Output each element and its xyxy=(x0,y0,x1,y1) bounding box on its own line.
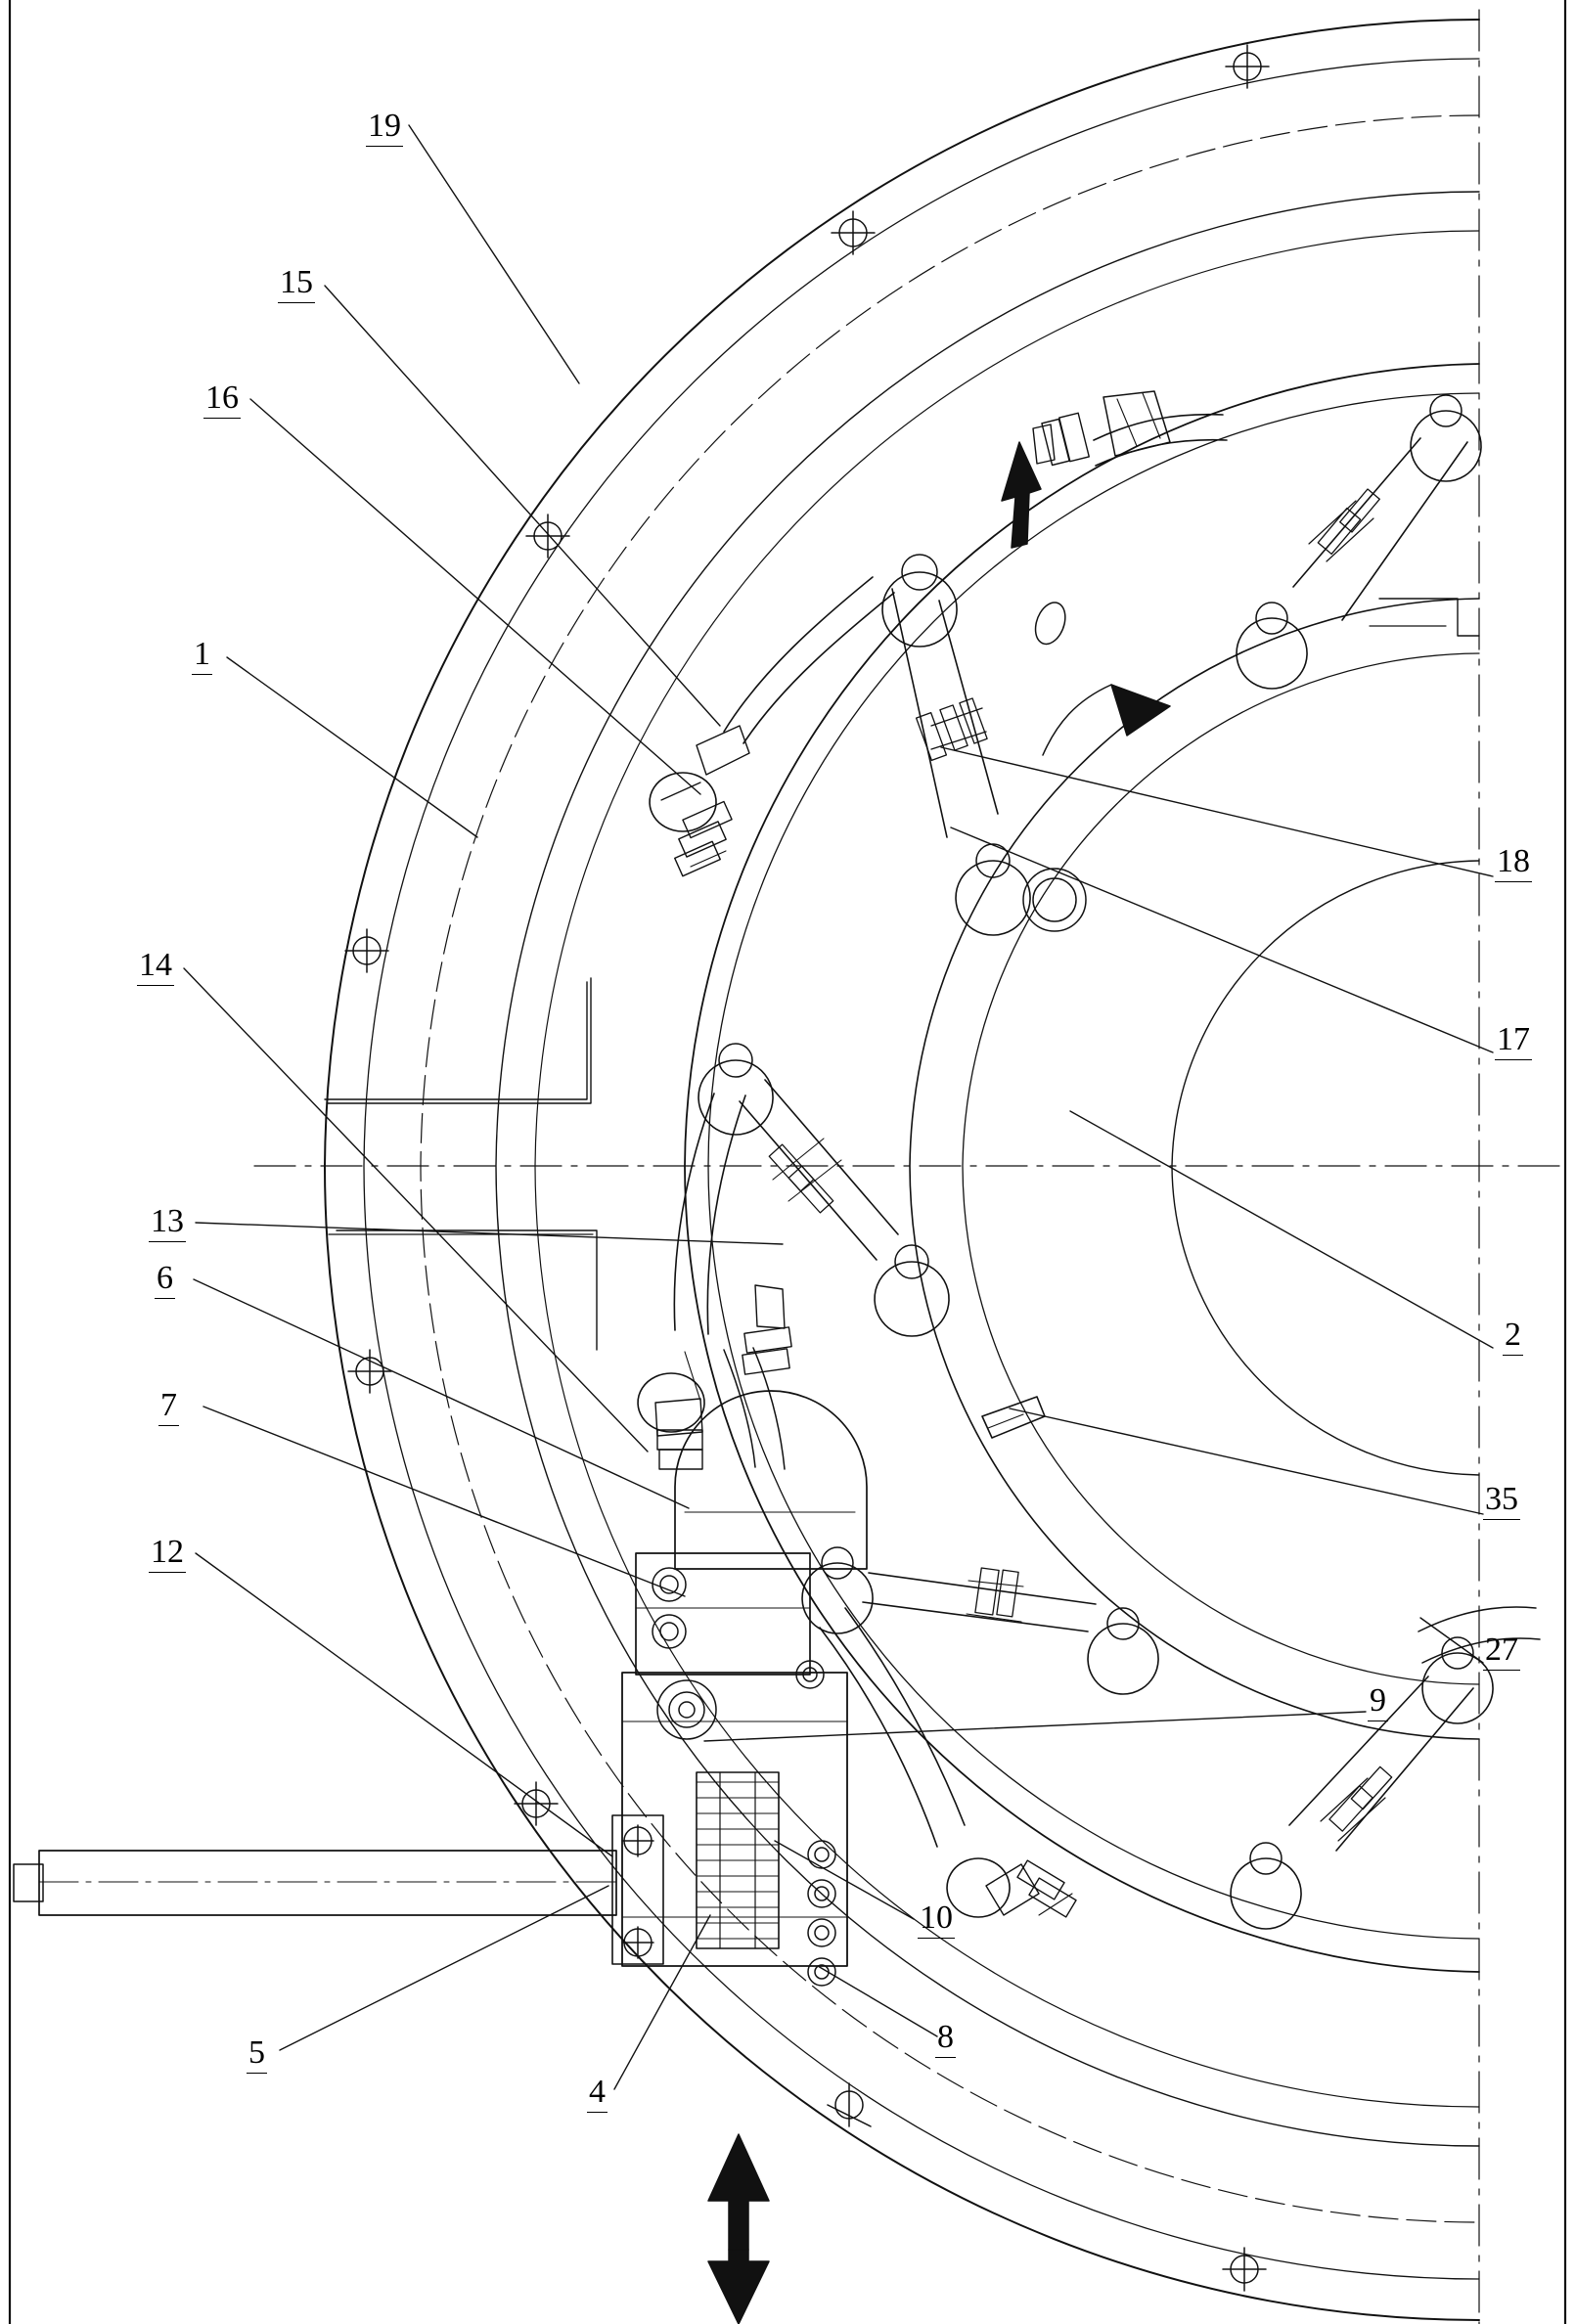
callout-label-12: 12 xyxy=(149,1536,186,1573)
boss-6 xyxy=(675,1391,867,1569)
callout-label-1: 1 xyxy=(192,638,212,675)
arrow-up-bottom xyxy=(708,2134,769,2250)
linkage-arm-middle xyxy=(698,1044,949,1336)
linkage-arm-top-right xyxy=(1237,395,1481,689)
callout-label-19: 19 xyxy=(366,110,403,147)
hose-upper-left xyxy=(650,577,894,876)
callout-label-16: 16 xyxy=(203,381,241,419)
linkage-arm-upper xyxy=(882,555,1086,935)
arrow-solid-mid xyxy=(1043,685,1170,755)
callout-label-15: 15 xyxy=(278,266,315,303)
callout-label-4: 4 xyxy=(587,2076,608,2113)
housing-flange-cutouts xyxy=(325,978,597,1350)
callout-leaders xyxy=(184,125,1493,2089)
bracket-35 xyxy=(982,1397,1045,1438)
callout-label-13: 13 xyxy=(149,1205,186,1242)
callout-label-2: 2 xyxy=(1503,1318,1523,1356)
arrow-down-bottom xyxy=(708,2250,769,2324)
gear-teeth-4 xyxy=(697,1772,779,1948)
hose-top-right xyxy=(1033,391,1227,466)
callout-label-9: 9 xyxy=(1368,1684,1388,1721)
callout-label-6: 6 xyxy=(155,1262,175,1299)
callout-label-8: 8 xyxy=(935,2021,956,2058)
oval-washer xyxy=(1036,603,1065,644)
callout-label-5: 5 xyxy=(247,2036,267,2074)
hose-middle-left xyxy=(638,1094,791,1469)
hub-upper-step xyxy=(1370,599,1479,636)
sheet-border xyxy=(10,0,1565,2324)
arrow-up-top xyxy=(1002,442,1041,548)
callout-label-14: 14 xyxy=(137,949,174,986)
plate-7 xyxy=(636,1553,810,1675)
hose-lower xyxy=(820,1608,1076,1917)
callout-label-35: 35 xyxy=(1483,1483,1520,1520)
shaft-5 xyxy=(14,1815,663,1964)
housing-bolt-holes xyxy=(345,45,1269,2291)
callout-label-18: 18 xyxy=(1495,845,1532,882)
callout-label-7: 7 xyxy=(158,1389,179,1426)
callout-label-10: 10 xyxy=(918,1901,955,1939)
callout-label-17: 17 xyxy=(1495,1023,1532,1060)
callout-label-27: 27 xyxy=(1483,1633,1520,1671)
central-gear-housing xyxy=(622,1661,847,1986)
housing-outer-arcs xyxy=(325,20,1479,2320)
